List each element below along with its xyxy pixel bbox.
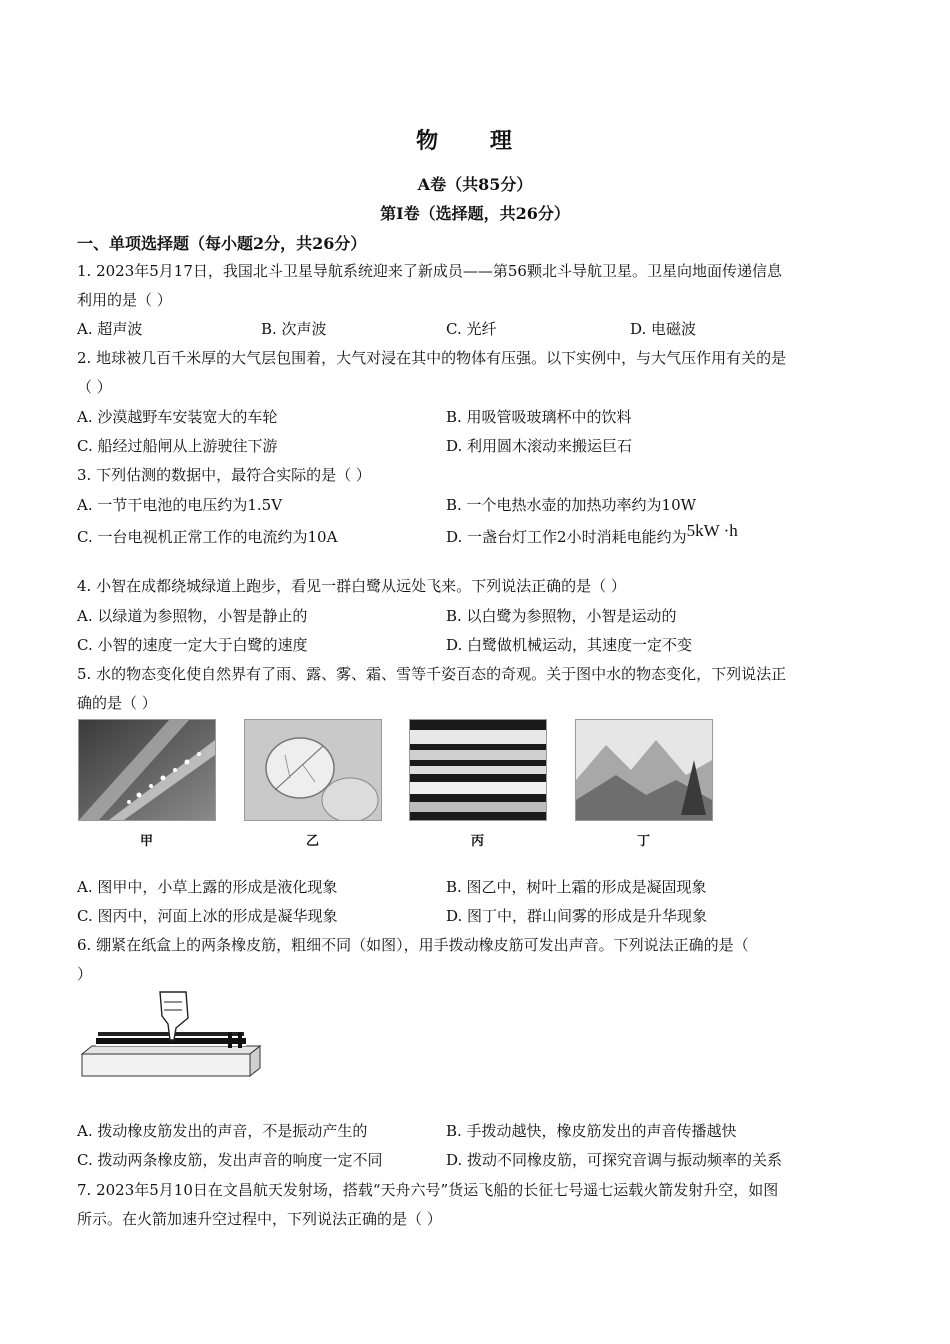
q1-option-c: C. 光纤 — [446, 320, 497, 338]
q2-stem-cont: （ ） — [77, 378, 112, 396]
q1-option-b: B. 次声波 — [261, 320, 327, 338]
q7-stem: 7. 2023年5月10日在文昌航天发射场，搭载“天舟六号”货运飞船的长征七号遥七运载火箭发射升空，如图 — [77, 1181, 779, 1199]
q2-option-c: C. 船经过船闸从上游驶往下游 — [77, 437, 278, 455]
q1-option-d: D. 电磁波 — [630, 320, 697, 338]
q2-option-b: B. 用吸管吸玻璃杯中的饮料 — [446, 408, 632, 426]
q4-stem: 4. 小智在成都绕城绿道上跑步，看见一群白鹭从远处飞来。下列说法正确的是（ ） — [77, 577, 626, 595]
q4-option-c: C. 小智的速度一定大于白鹭的速度 — [77, 636, 308, 654]
q1-stem-cont: 利用的是（ ） — [77, 291, 172, 309]
caption-ding: 丁 — [637, 834, 651, 849]
q2-stem: 2. 地球被几百千米厚的大气层包围着，大气对浸在其中的物体有压强。以下实例中，与大气压作用有关的是 — [77, 349, 787, 367]
q3-stem: 3. 下列估测的数据中，最符合实际的是（ ） — [77, 466, 371, 484]
q5-option-d: D. 图丁中，群山间雾的形成是升华现象 — [446, 907, 708, 925]
q3-option-a: A. 一节干电池的电压约为1.5V — [77, 496, 283, 514]
part1-heading: 第Ⅰ卷（选择题，共26分） — [380, 204, 570, 223]
q3-option-d-text: D. 一盏台灯工作2小时消耗电能约为 — [446, 528, 687, 546]
q4-option-a: A. 以绿道为参照物，小智是静止的 — [77, 607, 308, 625]
q5-option-b: B. 图乙中，树叶上霜的形成是凝固现象 — [446, 878, 707, 896]
section1-heading: 一、单项选择题（每小题2分，共26分） — [77, 234, 367, 253]
q3-option-c: C. 一台电视机正常工作的电流约为10A — [77, 528, 338, 546]
caption-bing: 丙 — [471, 834, 485, 849]
q6-stem: 6. 绷紧在纸盒上的两条橡皮筋，粗细不同（如图），用手拨动橡皮筋可发出声音。下列说法正确的是（ — [77, 936, 749, 954]
q7-stem-cont: 所示。在火箭加速升空过程中，下列说法正确的是（ ） — [77, 1210, 442, 1228]
q6-option-c: C. 拨动两条橡皮筋，发出声音的响度一定不同 — [77, 1151, 383, 1169]
photo-dew-on-grass — [78, 719, 216, 821]
volume-a-heading: A卷（共85分） — [417, 175, 533, 194]
q4-option-d: D. 白鹭做机械运动，其速度一定不变 — [446, 636, 693, 654]
q5-stem-cont: 确的是（ ） — [77, 694, 157, 712]
page-title: 物 理 — [416, 128, 534, 154]
photo-frost-on-leaf — [244, 719, 382, 821]
q6-option-d: D. 拨动不同橡皮筋，可探究音调与振动频率的关系 — [446, 1151, 783, 1169]
q6-option-b: B. 手拨动越快，橡皮筋发出的声音传播越快 — [446, 1122, 737, 1140]
q5-option-a: A. 图甲中，小草上露的形成是液化现象 — [77, 878, 338, 896]
q6-option-a: A. 拨动橡皮筋发出的声音，不是振动产生的 — [77, 1122, 368, 1140]
photo-ice-on-river — [409, 719, 547, 821]
q2-option-a: A. 沙漠越野车安装宽大的车轮 — [77, 408, 278, 426]
photo-fog-in-mountains — [575, 719, 713, 821]
q1-stem: 1. 2023年5月17日，我国北斗卫星导航系统迎来了新成员——第56颗北斗导航卫星。卫星向地面传递信息 — [77, 262, 782, 280]
q5-stem: 5. 水的物态变化使自然界有了雨、露、雾、霜、雪等千姿百态的奇观。关于图中水的物态变化，下列说法正 — [77, 665, 787, 683]
q3-option-d — [446, 521, 738, 547]
q4-option-b: B. 以白鹭为参照物，小智是运动的 — [446, 607, 677, 625]
q3-option-b: B. 一个电热水壶的加热功率约为10W — [446, 496, 697, 514]
q5-option-c: C. 图丙中，河面上冰的形成是凝华现象 — [77, 907, 338, 925]
caption-yi: 乙 — [306, 834, 320, 849]
q1-option-a: A. 超声波 — [77, 320, 143, 338]
q2-option-d: D. 利用圆木滚动来搬运巨石 — [446, 437, 633, 455]
q3-option-d-formula: 5kW ·h — [686, 521, 738, 540]
caption-jia: 甲 — [140, 834, 154, 849]
figure-rubber-bands-box — [78, 988, 264, 1090]
q6-stem-cont: ） — [77, 965, 93, 983]
